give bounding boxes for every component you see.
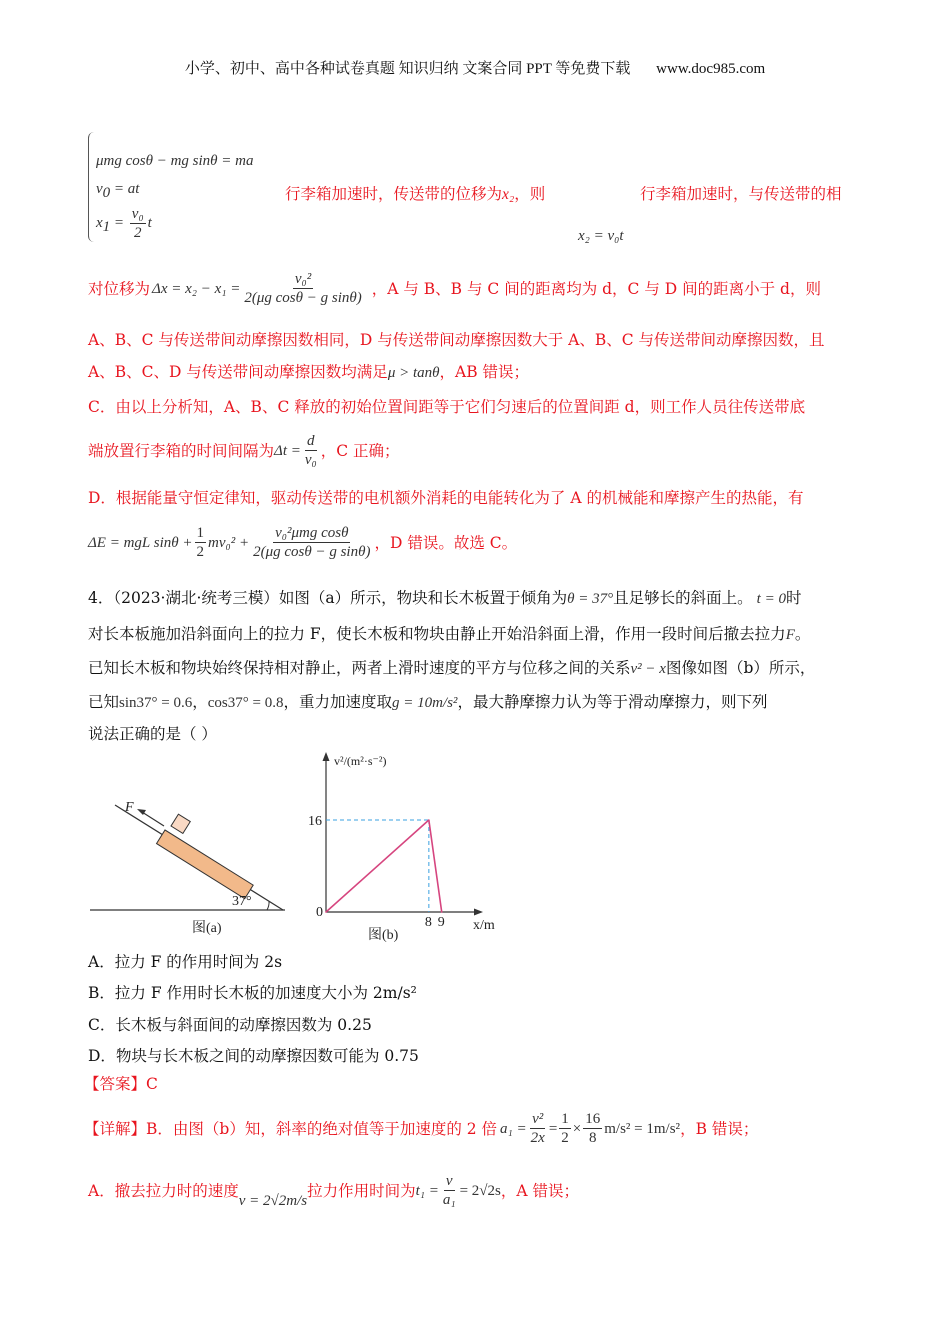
q-line4-sep: ， [192,693,208,711]
q-line1-a: 4．（2023·湖北·统考三模）如图（a）所示，物块和长木板置于倾角为 [88,589,568,607]
y-tick-label: 16 [308,814,322,829]
b-frac2-num: 1 [561,1111,569,1127]
paraD-half-num: 1 [196,525,204,541]
x-axis-arrow-icon [474,909,483,916]
paraD-half-den: 2 [196,544,204,560]
para3-text: A、B、C、D 与传送带间动摩擦因数均满足 [88,363,388,381]
b-frac1-num: v² [532,1111,544,1127]
eq3-t: t [147,214,152,231]
detail-b-frac3 [583,1110,602,1147]
para2-num: v₀² [294,271,312,287]
paraC-text: 端放置行李箱的时间间隔为 [88,441,275,460]
q-line2-text: 对长本板施加沿斜面向上的拉力 F，使长木板和物块由静止开始沿斜面上滑，作用一段时间后撤去拉力 [88,625,786,643]
para1-text-a: 行李箱加速时，传送带的位移为 [285,185,503,203]
angle-label: 37° [232,894,252,909]
board-group [157,830,254,899]
eq2-sub: 0 [102,185,111,201]
b-frac1-den: 2x [530,1130,545,1146]
option-c-text: 长木板与斜面间的动摩擦因数为 0.25 [115,1016,372,1034]
detail-b-eq-lhs: a₁ = [500,1120,527,1137]
paraC-eq-lhs: Δt = [274,442,301,459]
option-d-text: 物块与长木板之间的动摩擦因数可能为 0.75 [115,1047,419,1065]
option-b[interactable] [88,981,417,1003]
detail-b-eq-end: m/s² = 1m/s² [604,1120,681,1137]
q-line4-m2: cos37° = 0.8 [207,695,284,711]
question-line3 [88,658,815,679]
paraD-line2 [88,524,517,561]
b-frac3-num: 16 [585,1111,601,1127]
paraD-num: v₀²μmg cosθ [275,525,349,541]
option-b-text: 拉力 F 作用时长木板的加速度大小为 2m/s² [114,984,417,1002]
a-frac-num: v [445,1173,453,1189]
para2-rest: ，A 与 B、B 与 C 间的距离均为 d，C 与 D 间的距离小于 d，则 [371,279,821,298]
para1-left [285,184,545,205]
data-point [325,911,327,913]
detail-a-eq1: v = 2√2m/s [238,1192,308,1209]
option-d[interactable] [88,1044,419,1066]
detail-b-eq-mid: = [548,1120,558,1137]
eq2-lhs: v [96,181,103,197]
paraC-den: v₀ [304,452,317,468]
x-tick-label: 8 [424,915,432,930]
detail-a-eq2-rhs: = 2√2s [459,1182,501,1199]
series-group [325,819,442,913]
detail-label: 【详解】 [84,1119,147,1138]
q-line4-m3: g = 10m/s² [391,695,458,711]
q-line4-a: 已知 [88,693,120,711]
para3-end: ，AB 错误； [439,363,530,381]
q-line1-math: θ = 37° [567,591,614,607]
question-line5: 说法正确的是（ ） [88,725,217,743]
option-c-letter: C． [88,1016,116,1034]
detail-b-frac1 [529,1110,547,1147]
paraC-end: ，C 正确； [320,441,400,460]
option-a-text: 拉力 F 的作用时间为 2s [114,953,283,971]
q-line3-math: v² − x [630,661,666,677]
figure-a-caption: 图(a) [192,921,222,936]
detail-b-times: × [572,1120,582,1137]
paraD-line1: D．根据能量守恒定律知，驱动传送带的电机额外消耗的电能转化为了 A 的机械能和摩擦产生的热能，有 [88,489,804,507]
paraC-line1: C．由以上分析知，A、B、C 释放的初始位置间距等于它们匀速后的位置间距 d，则工作人员往传送带底 [88,398,806,416]
q-line4-c: ，最大静摩擦力认为等于滑动摩擦力，则下列 [457,693,768,711]
paraC-line2 [88,432,400,469]
para1-right: 行李箱加速时，与传送带的相 [640,185,842,203]
option-c[interactable] [88,1013,372,1035]
detail-a-text2: 拉力作用时间为 [307,1181,416,1200]
option-d-letter: D． [88,1047,116,1065]
detail-a-frac [441,1172,458,1209]
eq3-eq: = [110,214,128,231]
q-line1-c: 时 [785,589,802,607]
paraC-num: d [307,433,315,449]
paraD-eq-b: mv₀² + [208,534,250,551]
block [171,814,190,833]
answer-line [84,1074,158,1094]
b-frac3-den: 8 [589,1130,597,1146]
block-group [171,814,190,833]
b-frac2-den: 2 [561,1130,569,1146]
y-axis-label: v²/(m²·s⁻²) [334,754,387,768]
answer-label: 【答案】 [84,1075,147,1093]
x-axis-label: x/m [473,918,495,933]
data-point [428,819,430,821]
figure-b-caption: 图(b) [368,928,399,943]
header-site: www.doc985.com [656,61,766,77]
detail-a-text: A．撤去拉力时的速度 [88,1181,239,1200]
header-text: 小学、初中、高中各种试卷真题 知识归纳 文案合同 PPT 等免费下载 [184,61,631,77]
para2-eq-lhs: Δx = x₂ − x₁ = [152,280,241,297]
para1-eq-x2: x₂ = v₀t [578,228,624,244]
series-segment [326,820,429,912]
para2-fraction [242,270,363,307]
a-frac-den: a₁ [442,1192,456,1208]
option-a[interactable] [88,950,282,972]
question-line1 [88,588,801,609]
x-tick-label: 0 [316,905,323,920]
paraD-eq-a: ΔE = mgL sinθ + [88,534,193,551]
detail-b-text: B．由图（b）知，斜率的绝对值等于加速度的 2 倍 [146,1119,498,1138]
q-line2-end: 。 [794,625,811,643]
system-eq1: μmg cosθ − mg sinθ = ma [96,153,254,169]
eq3-fraction [130,205,146,242]
angle-arc [267,901,269,910]
eq3-sub: 1 [102,218,111,235]
para3-math: μ > tanθ [387,365,440,381]
q-line4-m1: sin37° = 0.6 [119,695,193,711]
answer-value: C [146,1075,158,1093]
para2-den: 2(μg cosθ − g sinθ) [244,290,362,306]
q-line3-b: 图像如图（b）所示， [665,659,816,677]
paraC-fraction [303,432,319,469]
page-header [0,57,950,78]
eq3-den: 2 [133,225,142,241]
detail-b-end: ，B 错误； [680,1119,759,1138]
x-tick-label: 9 [437,915,445,930]
long-board [157,830,254,899]
system-eq3 [96,205,152,242]
q-line1-math2: t = 0 [756,591,786,607]
detail-a-eq2-lhs: t₁ = [415,1182,439,1199]
para2 [88,270,821,307]
force-label: F [125,800,134,815]
eq3-lhs: x [96,214,103,231]
detail-a-end: ，A 错误； [500,1181,579,1200]
question-line4 [88,692,767,713]
paraD-half [195,524,207,561]
paraD-fraction [251,524,372,561]
detail-b-line [84,1110,758,1147]
option-b-letter: B． [88,984,115,1002]
q-line3-a: 已知长木板和物块始终保持相对静止，两者上滑时速度的平方与位移之间的关系 [88,659,631,677]
q-line4-b: ，重力加速度取 [283,693,392,711]
para3-line1: A、B、C 与传送带间动摩擦因数相同，D 与传送带间动摩擦因数大于 A、B、C 与传送带间动摩擦因数，且 [88,331,825,349]
detail-a-line [88,1172,579,1209]
para3-line2 [88,362,529,383]
figure-b-chart [295,745,495,945]
data-point [441,911,443,913]
figure-a [80,745,295,945]
q-line2-math: F [785,627,795,643]
series-segment [429,820,442,912]
system-eq2 [96,181,139,202]
option-a-letter: A． [88,953,115,971]
para1-var: x₂ [502,186,515,203]
detail-b-frac2 [559,1110,571,1147]
y-axis-arrow-icon [323,752,330,761]
para1-text-a2: ，则 [514,185,546,203]
eq3-num: v₀ [131,206,144,222]
paraD-den: 2(μg cosθ − g sinθ) [253,544,371,560]
q-line1-b: 且足够长的斜面上。 [613,589,753,607]
question-line2 [88,624,810,645]
eq2-rhs: = at [110,181,140,197]
para2-prefix: 对位移为 [88,279,151,298]
paraD-end: ，D 错误。故选 C。 [374,533,518,552]
